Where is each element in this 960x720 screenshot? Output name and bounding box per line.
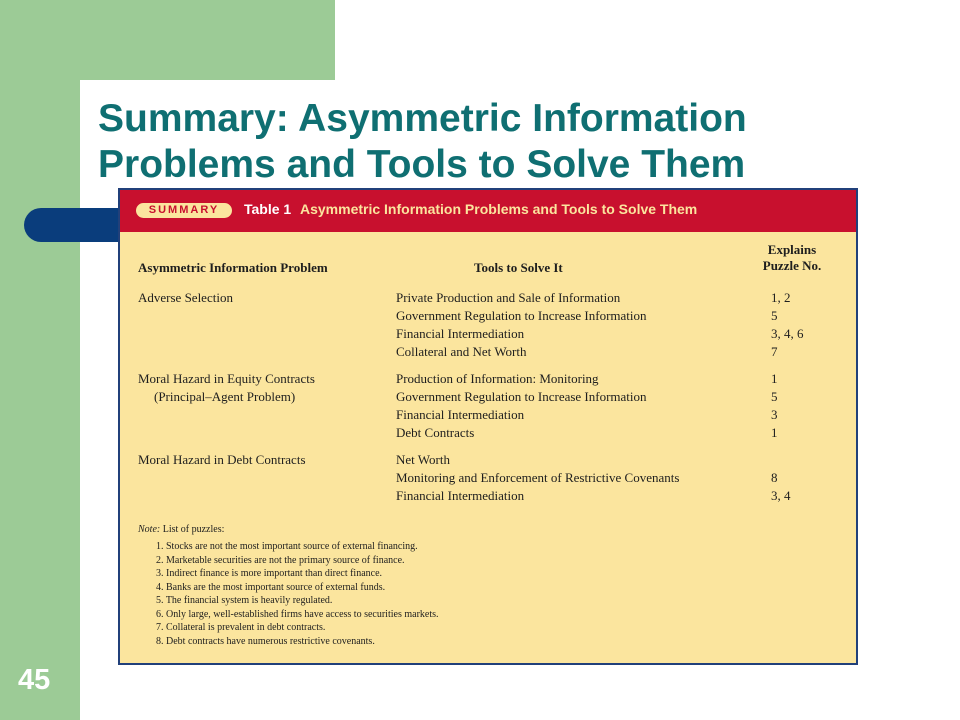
column-header-tools: Tools to Solve It	[474, 260, 563, 275]
puzzle-list	[156, 540, 439, 648]
tool-cell: Government Regulation to Increase Information	[396, 308, 647, 323]
table-label: Table 1	[244, 201, 292, 217]
table-row	[120, 451, 856, 469]
tool-cell: Monitoring and Enforcement of Restrictive Covenants	[396, 470, 680, 485]
tool-cell: Financial Intermediation	[396, 488, 525, 503]
tool-cell: Debt Contracts	[396, 425, 475, 440]
list-item: 4. Banks are the most important source of external funds.	[156, 581, 386, 593]
column-header-explains	[742, 242, 842, 274]
table-row	[120, 424, 856, 442]
list-item: 1. Stocks are not the most important source of external financing.	[156, 541, 418, 552]
tool-cell: Financial Intermediation	[396, 407, 525, 422]
problem-label: Moral Hazard in Equity Contracts	[138, 371, 315, 386]
slide-title	[98, 96, 938, 188]
puzzle-cell: 3, 4, 6	[771, 326, 804, 341]
slide-title-line-2: Problems and Tools to Solve Them	[98, 143, 746, 186]
table-heading: Asymmetric Information Problems and Tools to Solve Them	[300, 201, 698, 217]
puzzle-cell: 1, 2	[771, 290, 791, 305]
note-label: Note:	[138, 524, 161, 535]
table-row	[120, 289, 856, 307]
tool-cell: Private Production and Sale of Information	[396, 290, 621, 305]
column-header-explains-line-2: Puzzle No.	[762, 258, 822, 273]
problem-sublabel: (Principal–Agent Problem)	[154, 389, 296, 404]
list-item: 5. The financial system is heavily regulated.	[156, 595, 333, 606]
slide-number: 45	[18, 664, 51, 696]
tool-cell: Production of Information: Monitoring	[396, 371, 599, 386]
column-header-explains-line-1: Explains	[767, 242, 817, 257]
table-header-bar	[120, 190, 856, 232]
puzzle-cell: 8	[771, 470, 778, 485]
list-item: 6. Only large, well-established firms have access to securities markets.	[156, 608, 439, 620]
puzzle-cell: 7	[771, 344, 778, 359]
table-row	[120, 388, 856, 406]
tool-cell: Financial Intermediation	[396, 326, 525, 341]
list-item: 7. Collateral is prevalent in debt contracts.	[156, 622, 326, 633]
summary-tag: SUMMARY	[136, 203, 232, 218]
tool-cell: Collateral and Net Worth	[396, 344, 527, 359]
slide-title-line-1: Summary: Asymmetric Information	[98, 97, 747, 140]
summary-table	[118, 188, 858, 665]
note-heading	[138, 523, 224, 536]
puzzle-cell: 3, 4	[771, 488, 791, 503]
puzzle-cell: 1	[771, 425, 778, 440]
table-row	[120, 487, 856, 505]
list-item: 3. Indirect finance is more important than direct finance.	[156, 568, 383, 579]
tool-cell: Net Worth	[396, 452, 450, 467]
table-row	[120, 343, 856, 361]
top-green-band	[80, 0, 335, 80]
column-header-problem: Asymmetric Information Problem	[138, 260, 328, 275]
problem-label: Moral Hazard in Debt Contracts	[138, 452, 306, 467]
puzzle-cell: 3	[771, 407, 778, 422]
problem-label: Adverse Selection	[138, 290, 233, 305]
table-row	[120, 406, 856, 424]
note-text: List of puzzles:	[162, 524, 225, 535]
puzzle-cell: 5	[771, 389, 778, 404]
table-row	[120, 325, 856, 343]
puzzle-cell: 5	[771, 308, 778, 323]
table-row	[120, 469, 856, 487]
list-item: 2. Marketable securities are not the primary source of finance.	[156, 554, 405, 566]
table-row	[120, 370, 856, 388]
table-row	[120, 307, 856, 325]
list-item: 8. Debt contracts have numerous restrictive covenants.	[156, 635, 375, 647]
puzzle-cell: 1	[771, 371, 778, 386]
left-green-band	[0, 0, 80, 720]
tool-cell: Government Regulation to Increase Information	[396, 389, 647, 404]
